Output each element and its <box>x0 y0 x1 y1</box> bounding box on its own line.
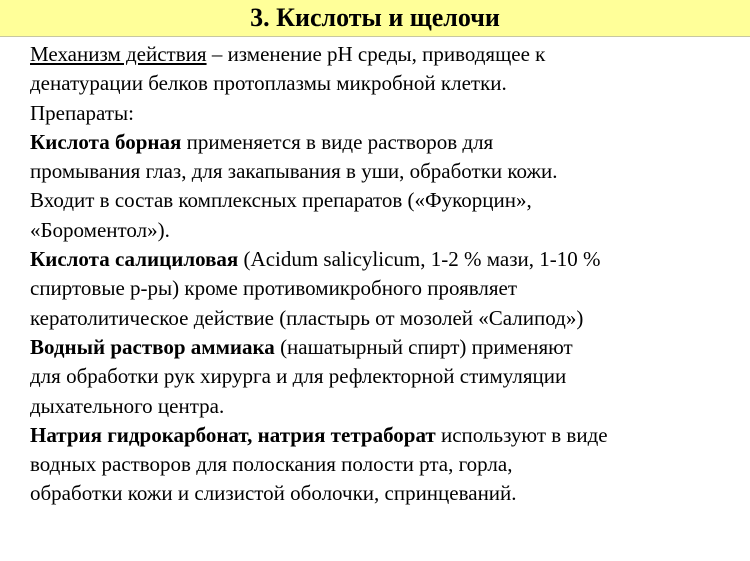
line-text: спиртовые р-ры) кроме противомикробного проявляет <box>30 276 518 301</box>
line-text: водных растворов для полоскания полости рта, горла, <box>30 452 513 477</box>
drug-name: Кислота салициловая <box>30 247 239 272</box>
line-text: Препараты: <box>30 100 134 125</box>
drug-name: Натрия гидрокарбонат, натрия тетраборат <box>30 422 436 447</box>
text-line <box>30 274 730 303</box>
text-line <box>30 333 730 362</box>
text-line <box>30 69 730 98</box>
line-text: используют в виде <box>435 422 608 447</box>
text-line <box>30 362 730 391</box>
line-text: обработки кожи и слизистой оболочки, спринцеваний. <box>30 481 517 506</box>
text-line <box>30 479 730 508</box>
drug-name: Кислота борная <box>30 129 182 154</box>
slide-body <box>30 40 730 509</box>
line-text: Входит в состав комплексных препаратов («Фукорцин», <box>30 188 532 213</box>
text-line <box>30 186 730 215</box>
text-line <box>30 216 730 245</box>
slide-title-bar <box>0 0 750 37</box>
text-line <box>30 157 730 186</box>
slide-title: 3. Кислоты и щелочи <box>250 3 500 32</box>
text-line <box>30 99 730 128</box>
line-text: – изменение pH среды, приводящее к <box>206 42 546 66</box>
drug-name: Водный раствор аммиака <box>30 334 275 359</box>
line-text: денатурации белков протоплазмы микробной клетки. <box>30 71 507 96</box>
line-text: применяется в виде растворов для <box>181 129 494 154</box>
text-line <box>30 128 730 157</box>
line-text: (нашатырный спирт) применяют <box>274 334 573 359</box>
text-line <box>30 421 730 450</box>
line-text: «Бороментол»). <box>30 217 170 242</box>
text-line <box>30 450 730 479</box>
line-text: кератолитическое действие (пластырь от мозолей «Салипод») <box>30 305 584 330</box>
line-text: для обработки рук хирурга и для рефлекторной стимуляции <box>30 364 567 389</box>
underlined-term: Механизм действия <box>30 42 207 66</box>
line-text: дыхательного центра. <box>30 393 225 418</box>
text-line <box>30 40 730 69</box>
line-text: (Acidum salicylicum, 1-2 % мази, 1-10 % <box>238 247 601 272</box>
text-line <box>30 245 730 274</box>
text-line <box>30 304 730 333</box>
line-text: промывания глаз, для закапывания в уши, обработки кожи. <box>30 159 558 184</box>
text-line <box>30 392 730 421</box>
